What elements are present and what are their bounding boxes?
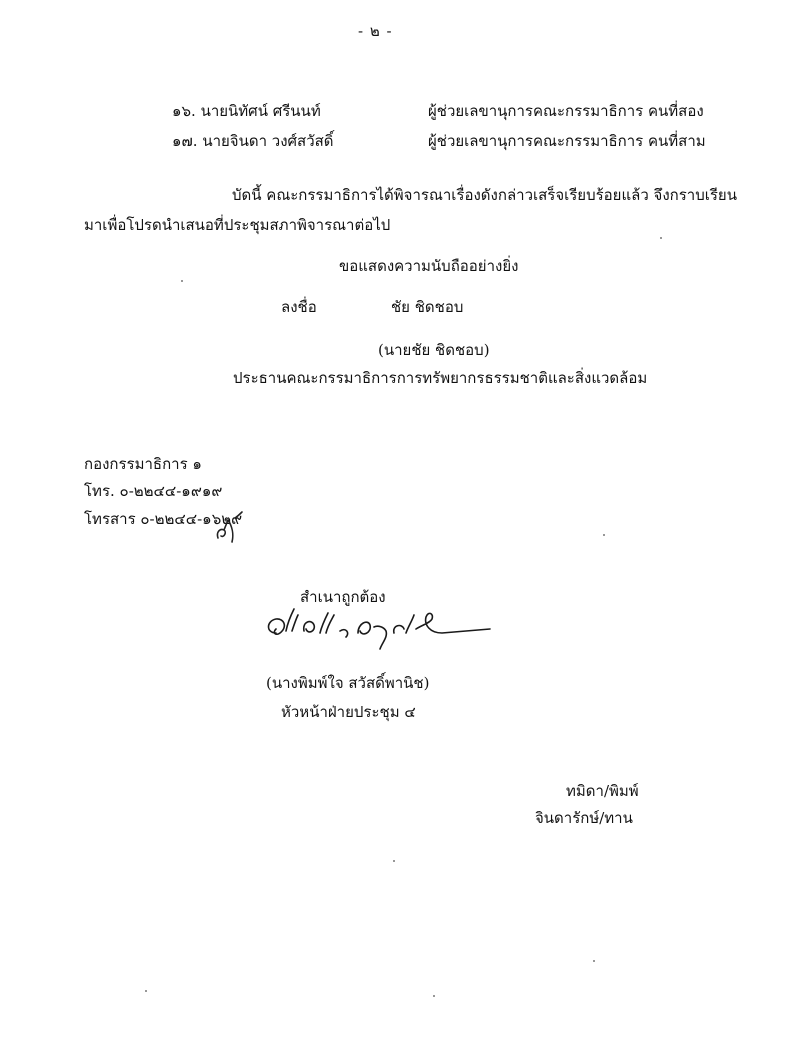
- scan-speck: [433, 995, 435, 997]
- member-17-name: ๑๗. นายจินดา วงศ์สวัสดิ์: [172, 132, 334, 150]
- signer-name: ชัย ชิดชอบ: [391, 298, 464, 316]
- signer-title: ประธานคณะกรรมาธิการการทรัพยากรธรรมชาติและสิ่งแวดล้อม: [233, 369, 648, 387]
- certifier-name: (นางพิมพ์ใจ สวัสดิ์พานิช): [266, 674, 430, 692]
- member-16-name: ๑๖. นายนิทัศน์ ศรีนนท์: [172, 102, 321, 120]
- handwritten-initial-mark: [208, 508, 248, 548]
- body-paragraph-line-2: มาเพื่อโปรดนำเสนอที่ประชุมสภาพิจารณาต่อไป: [84, 216, 391, 234]
- drafter-credit: ทมิดา/พิมพ์: [566, 782, 639, 800]
- signature-label: ลงชื่อ: [281, 298, 317, 316]
- body-paragraph-line-1: บัดนี้ คณะกรรมาธิการได้พิจารณาเรื่องดังกล่าวเสร็จเรียบร้อยแล้ว จึงกราบเรียน: [232, 186, 737, 204]
- scan-speck: [145, 990, 147, 992]
- member-16-role: ผู้ช่วยเลขานุการคณะกรรมาธิการ คนที่สอง: [428, 102, 704, 120]
- scan-speck: [660, 237, 662, 239]
- phone-number: โทร. ๐-๒๒๔๔-๑๙๑๙: [84, 482, 223, 500]
- scan-speck: [393, 860, 395, 862]
- closing-phrase: ขอแสดงความนับถืออย่างยิ่ง: [339, 257, 519, 275]
- typist-credit: จินดารักษ์/ทาน: [535, 809, 633, 827]
- office-name: กองกรรมาธิการ ๑: [84, 455, 202, 473]
- signer-full-name: (นายชัย ชิดชอบ): [378, 341, 490, 359]
- page-number: - ๒ -: [358, 22, 393, 40]
- scan-speck: [603, 534, 605, 536]
- scan-speck: [181, 280, 183, 282]
- certifier-title: หัวหน้าฝ่ายประชุม ๔: [281, 703, 416, 721]
- fax-number: โทรสาร ๐-๒๒๔๔-๑๖๒๙: [84, 510, 243, 528]
- member-17-role: ผู้ช่วยเลขานุการคณะกรรมาธิการ คนที่สาม: [428, 132, 706, 150]
- handwritten-signature: [262, 603, 494, 653]
- true-copy-label: สำเนาถูกต้อง: [300, 588, 386, 606]
- scan-speck: [593, 960, 595, 962]
